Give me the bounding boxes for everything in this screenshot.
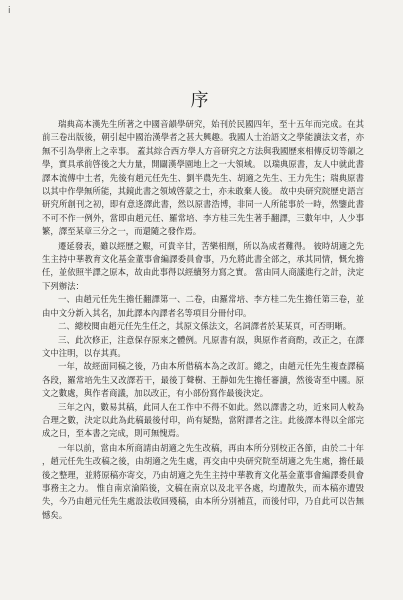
paragraph-2: 遷延發表，雖以經歷之艱，可貴辛甘，苦樂相劑，所以為成者難得。 彼時胡適之先生主持中華教育文化基金董事會編譯委員會事，乃允將此書全部之，承其同情，慨允擔任，並依照半譯之原本，故由此事得以經續努力寫之實。 當由同人商議進行之計，決定下列辦法： (42, 240, 364, 291)
page-number: ⅰ (8, 6, 11, 16)
page-title: 序 (190, 90, 213, 111)
list-item-3: 三、此次修正，注意保存原來之體例。凡原書有誤，與原作者商酌，改正之，在譯文中注明，以存其真。 (42, 334, 364, 358)
paragraph-5: 一年以前，當由本所商請由胡適之先生改稿，再由本所分別校正各節，由於二十年 ，趙元任先生改稿之後，由胡適之先生處，再交由中央研究院至胡適之先生處，擔任最後之整理，並將原稿亦寄交，乃由胡適之先生主持中華教育文化基金董事會編譯委員會事務主之力。 惟自南京淪陷後，文稿在南京以及北平各處，均遭散失，而本稿亦遭毀失，今乃由趙元任先生處設法收回殘稿，由本所分別補苴，而後付印，乃自此可以告無憾矣。 (42, 442, 364, 520)
list-item-2: 二、總校閱由趙元任先生任之，其原文係法文，名詞譯者於某某頁，可否明晰。 (58, 321, 352, 332)
list-item-1: 一、由趙元任先生擔任翻譯第一、二卷，由羅常培、李方桂二先生擔任第三卷，並由中文分新入其名，加此譯本內譯者名等項目分冊付印。 (42, 294, 364, 318)
document-body (42, 118, 364, 522)
paragraph-4: 三年之內，數易其稿，此同人在工作中不得不如此。然以譯書之功，近來同人較為合理之數，決定以此為此稿最後付印，尚有疑點，當附譯者之注。此後譯本得以全部完成之日，至本書之完成，則可無愧焉。 (42, 401, 364, 439)
paragraph-3: 一年，故經面同稿之後，乃由本所借稿本為之改訂。總之，由趙元任先生複查譯稿各段，羅常培先生又改譯若干，最後丁聲樹、王靜如先生擔任審讀，然後寄至中國。原文之數處，與作者商議，加以改正，有小部份寫作最後決定。 (42, 361, 364, 399)
paragraph-1: 瑞典高本漢先生所著之中國音韻學研究，始刊於民國四年，至十五年而完成。在其前三卷出版後，朝引起中國治漢學者之甚大興趣。我國人士治語文之學能讀法文者，亦無不引為學術上之幸事。 蓋其綜合西方學人方音研究之方法與我國歷來相傳反切等韻之學，實具承前啓後之大力量，開闢漢學園地上之一大領域。 以瑞典原書，友人中就此書譯本流傳中土者，先後有趙元任先生、劉半農先生、胡適之先生、王力先生；瑞典原書以其中作學無所能，其鏡此書之領域啓蒙之士，亦未敢棄人後。 故中央研究院歷史語言研究所創刊之初，即有意迻譯此書，然以原書浩博，非同一人所能事於一時，然鑒此書不可不作一例外，當即由趙元任、羅常培、李方桂三先生著手翻譯，三數年中，人少事繁，譯至某章三分之一，而還隨之發作焉。 (42, 119, 364, 237)
